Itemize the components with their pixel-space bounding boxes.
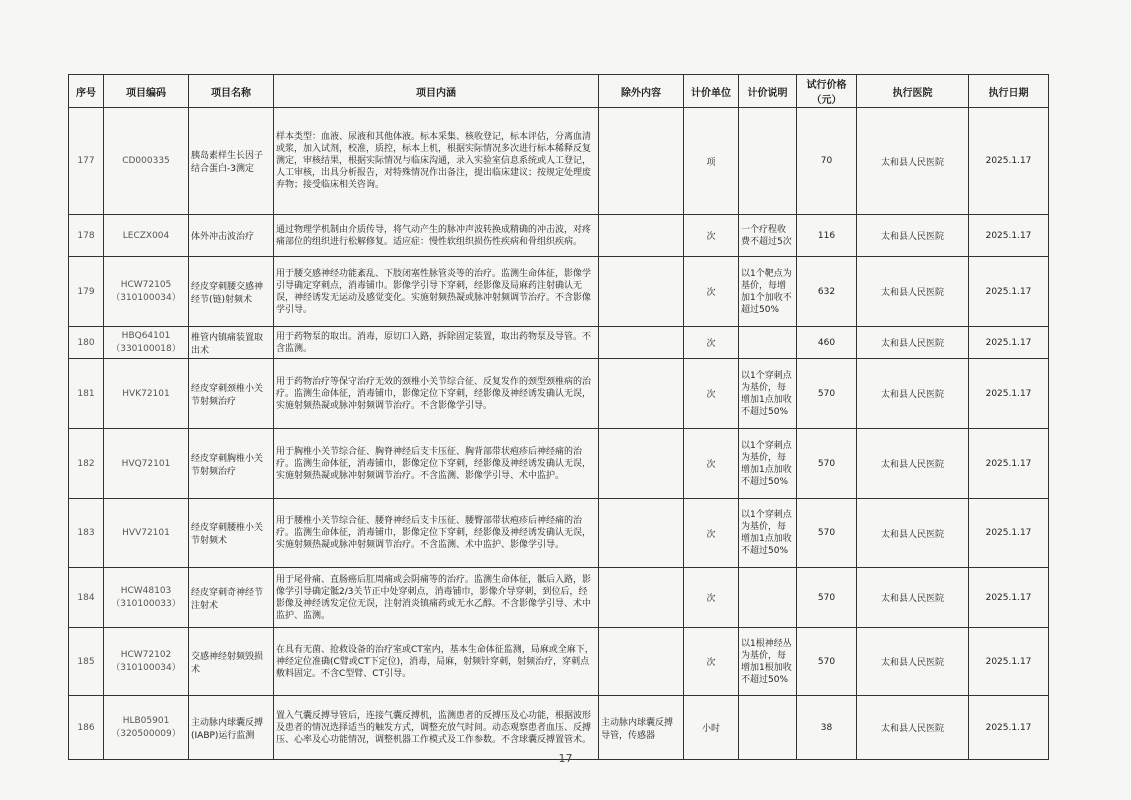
row-note <box>739 327 797 359</box>
header-date: 执行日期 <box>969 75 1049 108</box>
header-excluded: 除外内容 <box>599 75 684 108</box>
row-price: 570 <box>797 499 857 568</box>
row-price: 70 <box>797 108 857 215</box>
row-code: HBQ64101（330100018） <box>104 327 189 359</box>
row-no: 186 <box>69 696 104 760</box>
page-number: 17 <box>558 752 573 765</box>
row-date: 2025.1.17 <box>969 628 1049 696</box>
row-note: 一个疗程收费不超过5次 <box>739 215 797 257</box>
row-name: 经皮穿刺腰交感神经节(链)射频术 <box>189 257 274 327</box>
row-content: 通过物理学机制由介质传导，将气动产生的脉冲声波转换成精确的冲击波，对疼痛部位的组织进行松解修复。适应症：慢性软组织损伤性疾病和骨组织疾病。 <box>274 215 599 257</box>
row-hospital: 太和县人民医院 <box>857 327 969 359</box>
row-price: 570 <box>797 359 857 429</box>
row-hospital: 太和县人民医院 <box>857 215 969 257</box>
table-row <box>69 257 1049 327</box>
row-unit: 小时 <box>684 696 739 760</box>
row-price: 570 <box>797 429 857 499</box>
row-name: 经皮穿刺胸椎小关节射频治疗 <box>189 429 274 499</box>
row-no: 182 <box>69 429 104 499</box>
row-date: 2025.1.17 <box>969 108 1049 215</box>
row-content: 用于腰交感神经功能紊乱、下肢闭塞性脉管炎等的治疗。监测生命体征，影像学引导确定穿刺点，消毒铺巾。影像学引导下穿刺，经影像及局麻药注射确认无误，神经诱发无运动及感觉变化。实施射频热凝或脉冲射频调节治疗。不含影像学引导。 <box>274 257 599 327</box>
table-row <box>69 568 1049 628</box>
header-name: 项目名称 <box>189 75 274 108</box>
row-unit: 次 <box>684 499 739 568</box>
row-unit: 次 <box>684 429 739 499</box>
table-row <box>69 327 1049 359</box>
row-excluded <box>599 628 684 696</box>
row-date: 2025.1.17 <box>969 327 1049 359</box>
row-no: 177 <box>69 108 104 215</box>
row-excluded <box>599 108 684 215</box>
row-excluded <box>599 257 684 327</box>
header-price: 试行价格（元） <box>797 75 857 108</box>
row-code: HVV72101 <box>104 499 189 568</box>
row-no: 185 <box>69 628 104 696</box>
row-note: 以1个穿刺点为基价，每增加1点加收不超过50% <box>739 499 797 568</box>
row-code: HVQ72101 <box>104 429 189 499</box>
row-code: HVK72101 <box>104 359 189 429</box>
row-price: 38 <box>797 696 857 760</box>
row-price: 632 <box>797 257 857 327</box>
row-no: 181 <box>69 359 104 429</box>
row-no: 183 <box>69 499 104 568</box>
header-hospital: 执行医院 <box>857 75 969 108</box>
table-row <box>69 696 1049 760</box>
price-table <box>68 74 1049 760</box>
row-content: 用于胸椎小关节综合征、胸脊神经后支卡压征、胸背部带状疱疹后神经痛的治疗。监测生命体征，消毒铺巾，影像定位下穿刺，经影像及神经诱发确认无误，实施射频热凝或脉冲射频调节治疗。不含监测、影像学引导、术中监护。 <box>274 429 599 499</box>
header-content: 项目内涵 <box>274 75 599 108</box>
row-date: 2025.1.17 <box>969 215 1049 257</box>
row-note: 以1个穿刺点为基价，每增加1点加收不超过50% <box>739 429 797 499</box>
table-row <box>69 215 1049 257</box>
row-no: 180 <box>69 327 104 359</box>
row-no: 178 <box>69 215 104 257</box>
row-code: HCW72105（310100034） <box>104 257 189 327</box>
header-no: 序号 <box>69 75 104 108</box>
row-unit: 次 <box>684 257 739 327</box>
row-unit: 次 <box>684 568 739 628</box>
row-hospital: 太和县人民医院 <box>857 429 969 499</box>
row-date: 2025.1.17 <box>969 257 1049 327</box>
row-hospital: 太和县人民医院 <box>857 696 969 760</box>
table-row <box>69 499 1049 568</box>
row-date: 2025.1.17 <box>969 696 1049 760</box>
row-hospital: 太和县人民医院 <box>857 257 969 327</box>
row-unit: 次 <box>684 215 739 257</box>
row-code: LECZX004 <box>104 215 189 257</box>
header-unit: 计价单位 <box>684 75 739 108</box>
row-date: 2025.1.17 <box>969 499 1049 568</box>
row-name: 胰岛素样生长因子结合蛋白-3测定 <box>189 108 274 215</box>
row-name: 经皮穿刺颈椎小关节射频治疗 <box>189 359 274 429</box>
row-name: 椎管内镇痛装置取出术 <box>189 327 274 359</box>
row-name: 经皮穿刺腰椎小关节射频术 <box>189 499 274 568</box>
row-content: 在具有无菌、抢救设备的治疗室或CT室内，基本生命体征监测，局麻或全麻下，神经定位准确(C臂或CT下定位)，消毒，局麻，射频针穿刺，射频治疗，穿刺点敷料固定。不含C型臂、CT引导。 <box>274 628 599 696</box>
row-unit: 次 <box>684 327 739 359</box>
row-content: 用于药物泵的取出。消毒，原切口入路，拆除固定装置，取出药物泵及导管。不含监测。 <box>274 327 599 359</box>
row-code: HLB05901（320500009） <box>104 696 189 760</box>
row-hospital: 太和县人民医院 <box>857 499 969 568</box>
row-note <box>739 696 797 760</box>
row-unit: 次 <box>684 359 739 429</box>
row-unit: 项 <box>684 108 739 215</box>
row-excluded <box>599 499 684 568</box>
row-date: 2025.1.17 <box>969 568 1049 628</box>
row-name: 体外冲击波治疗 <box>189 215 274 257</box>
row-excluded <box>599 327 684 359</box>
row-date: 2025.1.17 <box>969 429 1049 499</box>
row-note: 以1个靶点为基价，每增加1个加收不超过50% <box>739 257 797 327</box>
row-note: 以1根神经丛为基价，每增加1根加收不超过50% <box>739 628 797 696</box>
row-content: 用于腰椎小关节综合征、腰脊神经后支卡压征、腰臀部带状疱疹后神经痛的治疗。监测生命体征，消毒铺巾，影像定位下穿刺，经影像及神经诱发确认无误，实施射频热凝或脉冲射频调节治疗。不含监测、术中监护、影像学引导。 <box>274 499 599 568</box>
row-name: 主动脉内球囊反搏(IABP)运行监测 <box>189 696 274 760</box>
row-no: 184 <box>69 568 104 628</box>
row-price: 570 <box>797 568 857 628</box>
table-row <box>69 359 1049 429</box>
row-excluded <box>599 215 684 257</box>
table-row <box>69 429 1049 499</box>
row-hospital: 太和县人民医院 <box>857 628 969 696</box>
header-row <box>69 75 1049 108</box>
row-date: 2025.1.17 <box>969 359 1049 429</box>
row-price: 570 <box>797 628 857 696</box>
row-hospital: 太和县人民医院 <box>857 108 969 215</box>
row-name: 经皮穿刺奇神经节注射术 <box>189 568 274 628</box>
row-code: HCW48103（310100033） <box>104 568 189 628</box>
table-row <box>69 628 1049 696</box>
row-hospital: 太和县人民医院 <box>857 568 969 628</box>
row-content: 用于尾骨痛、直肠癌后肛周痛或会阴痛等的治疗。监测生命体征，骶后入路，影像学引导确定骶2/3关节正中处穿刺点，消毒铺巾，影像介导穿刺，到位后，经影像及神经诱发定位无误，注射消炎镇痛药或无水乙醇。不含影像学引导、术中监护、监测。 <box>274 568 599 628</box>
row-excluded <box>599 359 684 429</box>
header-code: 项目编码 <box>104 75 189 108</box>
row-unit: 次 <box>684 628 739 696</box>
row-excluded <box>599 568 684 628</box>
row-code: HCW72102（310100034） <box>104 628 189 696</box>
row-note <box>739 568 797 628</box>
row-name: 交感神经射频毁损术 <box>189 628 274 696</box>
header-note: 计价说明 <box>739 75 797 108</box>
row-no: 179 <box>69 257 104 327</box>
row-excluded: 主动脉内球囊反搏导管，传感器 <box>599 696 684 760</box>
row-excluded <box>599 429 684 499</box>
row-hospital: 太和县人民医院 <box>857 359 969 429</box>
row-price: 460 <box>797 327 857 359</box>
row-code: CD000335 <box>104 108 189 215</box>
row-price: 116 <box>797 215 857 257</box>
row-note <box>739 108 797 215</box>
row-content: 样本类型：血液、尿液和其他体液。标本采集、核收登记，标本评估，分离血清或浆，加入试剂，校准，质控，标本上机，根据实际情况多次进行标本稀释反复测定，审核结果，根据实际情况与临床沟通，录入实验室信息系统或人工登记，人工审核，出具分析报告，对特殊情况作出备注，提出临床建议；按规定处理废弃物；接受临床相关咨询。 <box>274 108 599 215</box>
row-note: 以1个穿刺点为基价，每增加1点加收不超过50% <box>739 359 797 429</box>
row-content: 置入气囊反搏导管后，连接气囊反搏机，监测患者的反搏压及心功能，根据波形及患者的情况选择适当的触发方式，调整充放气时间。动态观察患者血压、反搏压、心率及心功能情况，调整机器工作模式及工作参数。不含球囊反搏置管术。 <box>274 696 599 760</box>
table-row <box>69 108 1049 215</box>
row-content: 用于药物治疗等保守治疗无效的颈椎小关节综合征、反复发作的颈型颈椎病的治疗。监测生命体征，消毒铺巾，影像定位下穿刺，经影像及神经诱发确认无误，实施射频热凝或脉冲射频调节治疗。不含影像学引导。 <box>274 359 599 429</box>
